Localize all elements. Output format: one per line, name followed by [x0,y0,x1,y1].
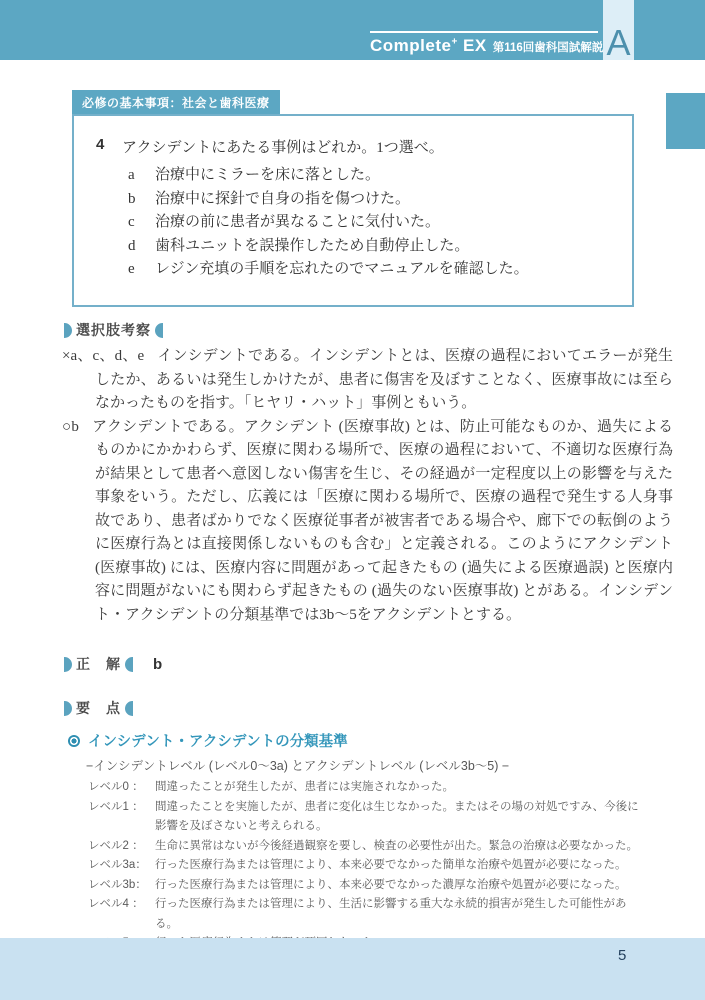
header-subtitle: 第116回歯科国試解説 [492,42,604,54]
option-letter: c [128,214,135,230]
analysis-text: アクシデントである。アクシデント (医療事故) とは、防止可能なものか、過失によるものかにかかわらず、医療に関わる場所で、医療の過程において、不適切な医療行為が結果として患者へ意図しない傷害を生じ、その経過が一定程度以上の影響を与えた事象をいう。ただし、広義には「医療に関わる場所で、医療の過程で発生する人身事故であり、患者ばかりでなく医療従事者が被害者である場合や、廊下での転倒のように医療行為とは直接関係しないものも含む」と定義される。このようにアクシデント (医療事故) には、医療内容に問題があって起きたもの (過失による医療過誤) と医療内容に問題がないにも関わらず起きたもの (過失のない医療事故) とがある。インシデント・アクシデントの分類基準では3b〜5をアクシデントとする。 [91,418,674,623]
analysis-item-incorrect [62,345,673,416]
answer-section-header [64,654,133,674]
section-letter: A [606,21,631,63]
footer-band [0,938,705,1000]
level-row-4 [88,876,640,896]
half-moon-right-icon [155,323,163,338]
level-label: レベル3b： [88,878,147,891]
keypoint-section-header [64,698,636,718]
analysis-heading: 選択肢考察 [76,322,151,338]
half-moon-left-icon [64,657,72,672]
level-label: レベル2 ： [88,839,144,852]
answer-heading: 正 解 [76,656,121,672]
option-text: レジン充填の手順を忘れたのでマニュアルを確認した。 [155,261,529,277]
half-moon-left-icon [64,701,72,716]
keypoint-subtitle: −インシデントレベル (レベル0〜3a) とアクシデントレベル (レベル3b〜5) − [86,759,510,773]
option-text: 治療中に探針で自身の指を傷つけた。 [155,190,411,207]
section-letter-box [603,0,634,63]
brand-block [370,31,604,56]
edge-index-tab [666,93,705,149]
level-row-5 [88,895,640,934]
half-moon-right-icon [125,701,133,716]
keypoint-title: インシデント・アクシデントの分類基準 [88,734,348,750]
main-content [62,90,674,954]
analysis-options: b [71,418,79,435]
level-text: 間違ったことが発生したが、患者には実施されなかった。 [155,781,454,793]
level-label: レベル4 ： [88,898,144,910]
page-number: 5 [618,947,627,964]
half-moon-left-icon [64,323,72,338]
level-text: 間違ったことを実施したが、患者に変化は生じなかった。またはその場の対処ですみ、今後に影響を及ぼさないと考えられる。 [155,800,639,832]
question-box [72,114,634,307]
level-row-2 [88,837,640,857]
analysis-body [62,345,674,627]
keypoint-heading: 要 点 [76,700,121,716]
level-label: レベル1 ： [88,800,144,813]
header-banner [0,0,705,63]
level-label: レベル0 ： [88,781,144,793]
option-text: 歯科ユニットを誤操作したため自動停止した。 [155,237,470,254]
level-row-3 [88,856,640,876]
analysis-options: a、c、d、e [70,348,145,364]
target-bullet-icon [68,735,80,747]
circle-mark-icon: ○ [62,418,72,435]
option-e [128,258,618,282]
level-row-0 [88,778,640,798]
answer-value: b [153,655,163,673]
level-list [88,778,640,954]
option-d [128,235,618,259]
level-row-1 [88,798,640,837]
option-list [128,164,618,282]
category-tab: 必修の基本事項：社会と歯科医療 [72,90,280,114]
option-b [128,188,618,212]
option-letter: e [128,261,135,277]
question-number: 4 [96,136,105,153]
brand-title: Complete+ EX [370,36,487,55]
analysis-text: インシデントである。インシデントとは、医療の過程においてエラーが発生したか、あるいは発生しかけたが、患者に傷害を及ぼすことなく、医療事故には至らなかったものを指す。「ヒヤリ・ハット」事例ともいう。 [95,348,673,411]
analysis-item-correct [62,416,673,628]
answer-row [64,654,636,674]
half-moon-right-icon [125,657,133,672]
level-text: 行った医療行為または管理により、本来必要でなかった濃厚な治療や処置が必要になった。 [155,878,627,891]
option-letter: b [128,190,136,207]
level-text: 行った医療行為または管理により、本来必要でなかった簡単な治療や処置が必要になった。 [155,859,627,871]
level-label: レベル3a： [88,859,147,871]
level-text: 生命に異常はないが今後経過観察を要し、検査の必要性が出た。緊急の治療は必要なかった。 [155,839,638,852]
keypoint-title-row [68,730,636,751]
question-text: アクシデントにあたる事例はどれか。1つ選べ。 [122,140,444,156]
option-letter: a [128,167,135,183]
level-text: 行った医療行為または管理により、生活に影響する重大な永続的損害が発生した可能性がある。 [155,898,627,930]
option-text: 治療の前に患者が異なることに気付いた。 [155,214,441,230]
question-line [96,136,618,157]
option-text: 治療中にミラーを床に落とした。 [155,167,381,183]
cross-mark-icon: × [62,348,71,364]
option-letter: d [128,237,136,254]
option-a [128,164,618,188]
option-c [128,211,618,235]
analysis-section-header [64,320,636,340]
